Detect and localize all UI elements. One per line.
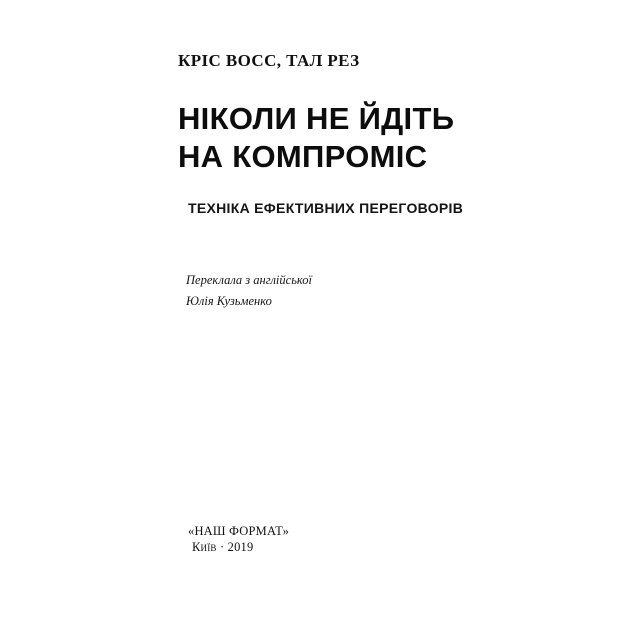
authors-block [178,52,598,71]
translation-source-line: Переклала з англійської [186,273,312,287]
subtitle-block [188,200,618,216]
title-block [178,100,608,176]
translator-name: Юлія Кузьменко [186,294,272,309]
publisher-name: «НАШ ФОРМАТ» [188,524,290,538]
publication-place-year: Київ · 2019 [192,540,254,554]
translation-credit-block [186,270,486,313]
authors-line: КРІС ВОСС, ТАЛ РЕЗ [178,51,360,70]
book-subtitle: ТЕХНІКА ЕФЕКТИВНИХ ПЕРЕГОВОРІВ [188,200,464,216]
imprint-block [186,524,466,555]
book-title-line-2: НА КОМПРОМІС [178,138,428,174]
book-title-line-1: НІКОЛИ НЕ ЙДІТЬ [178,101,455,136]
